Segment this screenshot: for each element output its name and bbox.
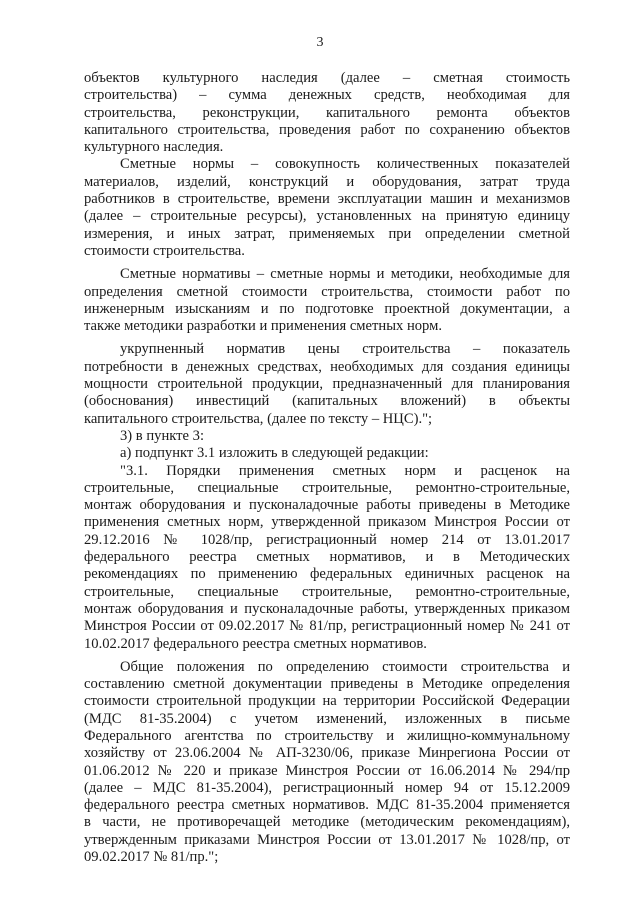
text-line: монтаж оборудования и пусконаладочные работы, утвержденных приказом — [84, 600, 570, 617]
text-line: хозяйству от 23.06.2004 № АП-3230/06, приказе Минрегиона России от — [84, 745, 570, 762]
text-line: капитального строительства, проведения работ по сохранению объектов — [84, 121, 570, 138]
text-line: утвержденным приказами Минстроя России от 13.01.2017 № 1028/пр, от — [84, 831, 570, 848]
text-line: Общие положения по определению стоимости строительства и — [120, 658, 570, 675]
text-line: в части, не противоречащей методике (методическим рекомендациям), — [84, 814, 570, 831]
text-line: определения сметной стоимости строительства, стоимости работ по — [84, 283, 570, 300]
paragraph-estimate-norms — [84, 156, 570, 260]
text-line: а) подпункт 3.1 изложить в следующей редакции: — [120, 445, 429, 462]
text-line: укрупненный норматив цены строительства – показатель — [120, 341, 570, 358]
text-line: Сметные нормативы – сметные нормы и методики, необходимые для — [120, 266, 570, 283]
text-line: стоимости строительной продукции на территории Российской Федерации — [84, 693, 570, 710]
text-line: "3.1. Порядки применения сметных норм и расценок на — [120, 462, 570, 479]
text-line: федерального реестра сметных нормативов. МДС 81-35.2004 применяется — [84, 797, 570, 814]
text-line: мощности строительной продукции, предназначенный для планирования — [84, 376, 570, 393]
text-line: инженерным изысканиям и по подготовке проектной документации, а — [84, 300, 570, 317]
text-line: монтаж оборудования и пусконаладочные работы приведены в Методике — [84, 497, 570, 514]
text-line: 01.06.2012 № 220 и приказе Минстроя России от 16.06.2014 № 294/пр — [84, 762, 570, 779]
text-line: 3) в пункте 3: — [120, 427, 205, 444]
paragraph-general-provisions — [84, 659, 570, 867]
text-line: строительные, специальные строительные, ремонтно-строительные, — [84, 583, 570, 600]
text-line: измерения, и иных затрат, применяемых при определении сметной — [84, 225, 570, 242]
text-line: (далее – строительные ресурсы), установленных на принятую единицу — [84, 208, 570, 225]
text-line: (обоснования) инвестиций (капитальных вложений) в объекты — [84, 393, 570, 410]
text-line: Сметные нормы – совокупность количественных показателей — [120, 156, 570, 173]
document-body — [84, 70, 570, 866]
text-line: 29.12.2016 № 1028/пр, регистрационный номер 214 от 13.01.2017 — [84, 531, 570, 548]
text-line: Минстроя России от 09.02.2017 № 81/пр, регистрационный номер № 241 от — [84, 618, 570, 635]
text-line: Федерального агентства по строительству и жилищно-коммунальному — [84, 727, 570, 744]
text-line: стоимости строительства. — [84, 242, 245, 259]
paragraph-clause-3-1 — [84, 463, 570, 653]
paragraph-cultural-heritage-cost — [84, 70, 570, 156]
text-line: работников в строительстве, времени эксплуатации машин и механизмов — [84, 191, 570, 208]
text-line: (МДС 81-35.2004) с учетом изменений, изложенных в письме — [84, 710, 570, 727]
text-line: капитального строительства, (далее по тексту – НЦС)."; — [84, 410, 433, 427]
text-line: (далее – МДС 81-35.2004), регистрационный номер 94 от 15.12.2009 — [84, 779, 570, 796]
paragraph-aggregated-standard — [84, 341, 570, 427]
paragraph-item-3 — [84, 428, 570, 445]
paragraph-subitem-a — [84, 445, 570, 462]
text-line: строительства) – сумма денежных средств, необходимая для — [84, 87, 570, 104]
text-line: культурного наследия. — [84, 139, 224, 156]
page-number: 3 — [316, 35, 324, 50]
text-line: потребности в денежных средствах, необходимых для создания единицы — [84, 358, 570, 375]
text-line: строительные, специальные строительные, ремонтно-строительные, — [84, 479, 570, 496]
text-line: объектов культурного наследия (далее – сметная стоимость — [84, 70, 570, 86]
text-line: также методики разработки и применения сметных норм. — [84, 318, 443, 335]
text-line: рекомендациях по применению федеральных единичных расценок на — [84, 566, 570, 583]
text-line: 10.02.2017 федерального реестра сметных нормативов. — [84, 635, 427, 652]
paragraph-estimate-standards — [84, 266, 570, 335]
text-line: федерального реестра сметных нормативов, и в Методических — [84, 549, 570, 566]
text-line: материалов, изделий, конструкций и оборудования, затрат труда — [84, 173, 570, 190]
text-line: составлению сметной документации приведены в Методике определения — [84, 676, 570, 693]
text-line: применения сметных норм, утвержденной приказом Минстроя России от — [84, 514, 570, 531]
text-line: строительства, реконструкции, капитального ремонта объектов — [84, 104, 570, 121]
text-line: 09.02.2017 № 81/пр."; — [84, 849, 219, 866]
